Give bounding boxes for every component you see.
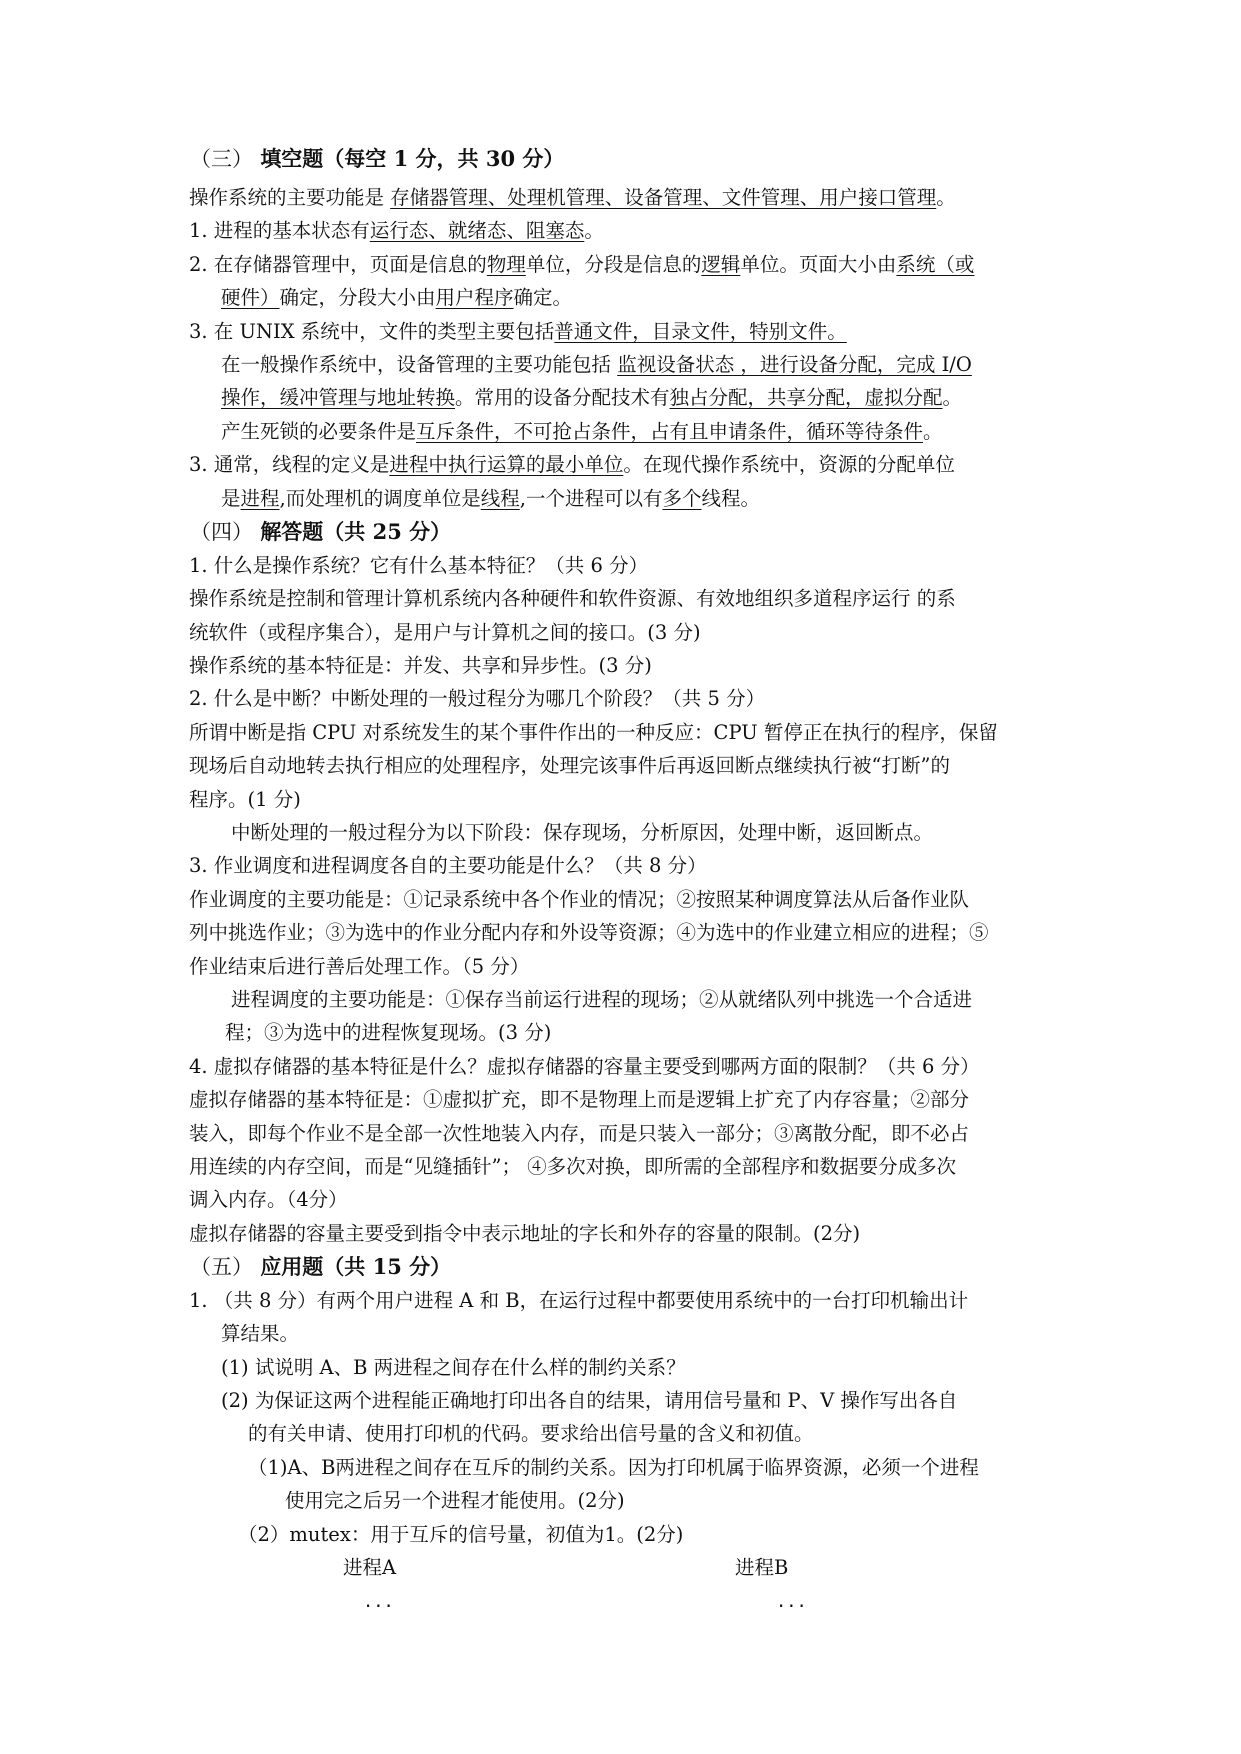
text: 。在现代操作系统中，资源的分配单位 <box>623 453 955 476</box>
q4-3-answer-line: 列中挑选作业；③为选中的作业分配内存和外设等资源；④为选中的作业建立相应的进程；⑤ <box>189 921 989 944</box>
question-1-line <box>189 218 604 244</box>
section-5-heading <box>190 1254 451 1280</box>
q5-1-answer-1-line: （1)A、B两进程之间存在互斥的制约关系。因为打印机属于临界资源，必须一个进程 <box>248 1456 979 1479</box>
answer-underline: 普通文件，目录文件，特别文件。 <box>554 320 847 343</box>
q4-4-answer-line: 调入内存。（4分） <box>189 1188 348 1211</box>
q4-4-answer-line: 用连续的内存空间，而是“见缝插针”； ④多次对换，即所需的全部程序和数据要分成多次 <box>189 1155 957 1178</box>
text: ,一个进程可以有 <box>519 487 663 510</box>
text: 是 <box>221 487 241 510</box>
device-line-2 <box>221 385 962 411</box>
question-3-line <box>189 319 847 345</box>
answer-underline: 多个 <box>662 487 702 510</box>
text: 确定。 <box>513 286 573 309</box>
q4-3-question: 3. 作业调度和进程调度各自的主要功能是什么？（共 8 分） <box>189 854 707 877</box>
q5-1-answer-1-line: 使用完之后另一个进程才能使用。(2分) <box>285 1489 625 1512</box>
text: 确定，分段大小由 <box>279 286 436 309</box>
q4-4-answer-line: 虚拟存储器的基本特征是：①虚拟扩充，即不是物理上而是逻辑上扩充了内存容量；②部分 <box>189 1088 970 1111</box>
question-2-line-2 <box>221 285 572 311</box>
section-3-number: （三） <box>190 147 253 171</box>
text: 1. 进程的基本状态有 <box>189 219 370 242</box>
section-5-title: 应用题（共 15 分） <box>260 1254 452 1279</box>
text: 单位，分段是信息的 <box>525 253 702 276</box>
answer-underline: 互斥条件，不可抢占条件，占有且申请条件，循环等待条件 <box>416 420 924 443</box>
text: 单位。页面大小由 <box>740 253 897 276</box>
deadlock-line <box>221 419 943 445</box>
answer-underline: 线程 <box>480 487 520 510</box>
section-5-number: （五） <box>190 1255 253 1279</box>
text: 产生死锁的必要条件是 <box>221 420 417 443</box>
process-a-label: 进程A <box>343 1556 397 1579</box>
q4-4-answer-line: 虚拟存储器的容量主要受到指令中表示地址的字长和外存的容量的限制。(2分) <box>189 1222 861 1245</box>
text: 。常用的设备分配技术有 <box>455 386 670 409</box>
thread-line-1 <box>189 452 955 478</box>
q4-4-answer-line: 装入，即每个作业不是全部一次性地装入内存，而是只装入一部分；③离散分配，即不必占 <box>189 1122 970 1145</box>
q4-2-answer-line: 程序。(1 分) <box>189 788 301 811</box>
q5-1-answer-2-line: （2）mutex：用于互斥的信号量，初值为1。(2分) <box>238 1523 684 1546</box>
device-line-1 <box>221 352 972 378</box>
q4-3-answer-line: 作业调度的主要功能是：①记录系统中各个作业的情况；②按照某种调度算法从后备作业队 <box>189 888 970 911</box>
thread-line-2 <box>221 486 760 512</box>
answer-underline: 物理 <box>486 253 526 276</box>
text: 在一般操作系统中，设备管理的主要功能包括 <box>221 353 618 376</box>
q4-2-question: 2. 什么是中断？中断处理的一般过程分为哪几个阶段？（共 5 分） <box>189 687 766 710</box>
answer-underline: 用户程序 <box>435 286 514 309</box>
text: 3. 通常，线程的定义是 <box>189 453 390 476</box>
q4-4-question: 4. 虚拟存储器的基本特征是什么？虚拟存储器的容量主要受到哪两方面的限制？（共 6 分） <box>189 1055 980 1078</box>
answer-underline: 独占分配，共享分配，虚拟分配 <box>669 386 943 409</box>
q4-1-question: 1. 什么是操作系统？它有什么基本特征？（共 6 分） <box>189 554 649 577</box>
answer-underline: 进程中执行运算的最小单位 <box>389 453 624 476</box>
answer-underline: 进程 <box>240 487 280 510</box>
q4-1-answer-line: 统软件（或程序集合），是用户与计算机之间的接口。(3 分) <box>189 621 701 644</box>
q5-1-subquestion-2-line: (2) 为保证这两个进程能正确地打印出各自的结果，请用信号量和 P、V 操作写出各自 <box>221 1389 958 1412</box>
text: 3. 在 UNIX 系统中，文件的类型主要包括 <box>189 320 555 343</box>
section-4-heading <box>190 519 451 545</box>
text: 。 <box>942 386 963 409</box>
q5-1-question-line: 算结果。 <box>221 1322 300 1345</box>
text: 。 <box>936 186 956 209</box>
answer-underline: 硬件） <box>221 286 280 309</box>
section-3-title: 填空题（每空 1 分，共 30 分） <box>260 146 565 171</box>
process-a-ellipsis: ... <box>363 1592 394 1612</box>
text: 。 <box>584 219 604 242</box>
text: 。 <box>923 420 943 443</box>
q4-3-answer-line: 程；③为选中的进程恢复现场。(3 分) <box>225 1021 552 1044</box>
text: ,而处理机的调度单位是 <box>279 487 481 510</box>
q4-1-answer-line: 操作系统的基本特征是：并发、共享和异步性。(3 分) <box>189 654 652 677</box>
q5-1-question-line: 1. （共 8 分）有两个用户进程 A 和 B，在运行过程中都要使用系统中的一台打印机输出计 <box>189 1289 969 1312</box>
q4-1-answer-line: 操作系统是控制和管理计算机系统内各种硬件和软件资源、有效地组织多道程序运行 的系 <box>189 587 956 610</box>
answer-underline: 存储器管理、处理机管理、设备管理、文件管理、用户接口管理 <box>390 186 937 209</box>
text: 操作系统的主要功能是 <box>189 186 391 209</box>
q4-3-answer-line: 作业结束后进行善后处理工作。（5 分） <box>189 955 530 978</box>
q4-2-answer-line: 中断处理的一般过程分为以下阶段：保存现场，分析原因，处理中断，返回断点。 <box>231 821 934 844</box>
process-b-label: 进程B <box>735 1556 789 1579</box>
section-4-title: 解答题（共 25 分） <box>260 519 452 544</box>
answer-underline: 运行态、就绪态、阻塞态 <box>369 219 585 242</box>
section-4-number: （四） <box>190 520 253 544</box>
answer-underline: 操作，缓冲管理与地址转换 <box>221 386 456 409</box>
q5-1-subquestion-1: (1) 试说明 A、B 两进程之间存在什么样的制约关系？ <box>221 1356 686 1379</box>
q5-1-subquestion-2-line: 的有关申请、使用打印机的代码。要求给出信号量的含义和初值。 <box>248 1422 814 1445</box>
text: 2. 在存储器管理中，页面是信息的 <box>189 253 487 276</box>
answer-underline: 逻辑 <box>701 253 741 276</box>
os-functions-line <box>189 185 956 211</box>
question-2-line-1 <box>189 252 974 278</box>
q4-2-answer-line: 现场后自动地转去执行相应的处理程序，处理完该事件后再返回断点继续执行被“打断”的 <box>189 754 950 777</box>
q4-3-answer-line: 进程调度的主要功能是：①保存当前运行进程的现场；②从就绪队列中挑选一个合适进 <box>231 988 973 1011</box>
q4-2-answer-line: 所谓中断是指 CPU 对系统发生的某个事件作出的一种反应：CPU 暂停正在执行的程序，保留 <box>189 721 998 744</box>
text: 线程。 <box>701 487 760 510</box>
answer-underline: 监视设备状态 ，进行设备分配，完成 I/O <box>617 353 972 376</box>
process-b-ellipsis: ... <box>776 1592 807 1612</box>
section-3-heading <box>190 146 564 172</box>
answer-underline: 系统（或 <box>896 253 975 276</box>
